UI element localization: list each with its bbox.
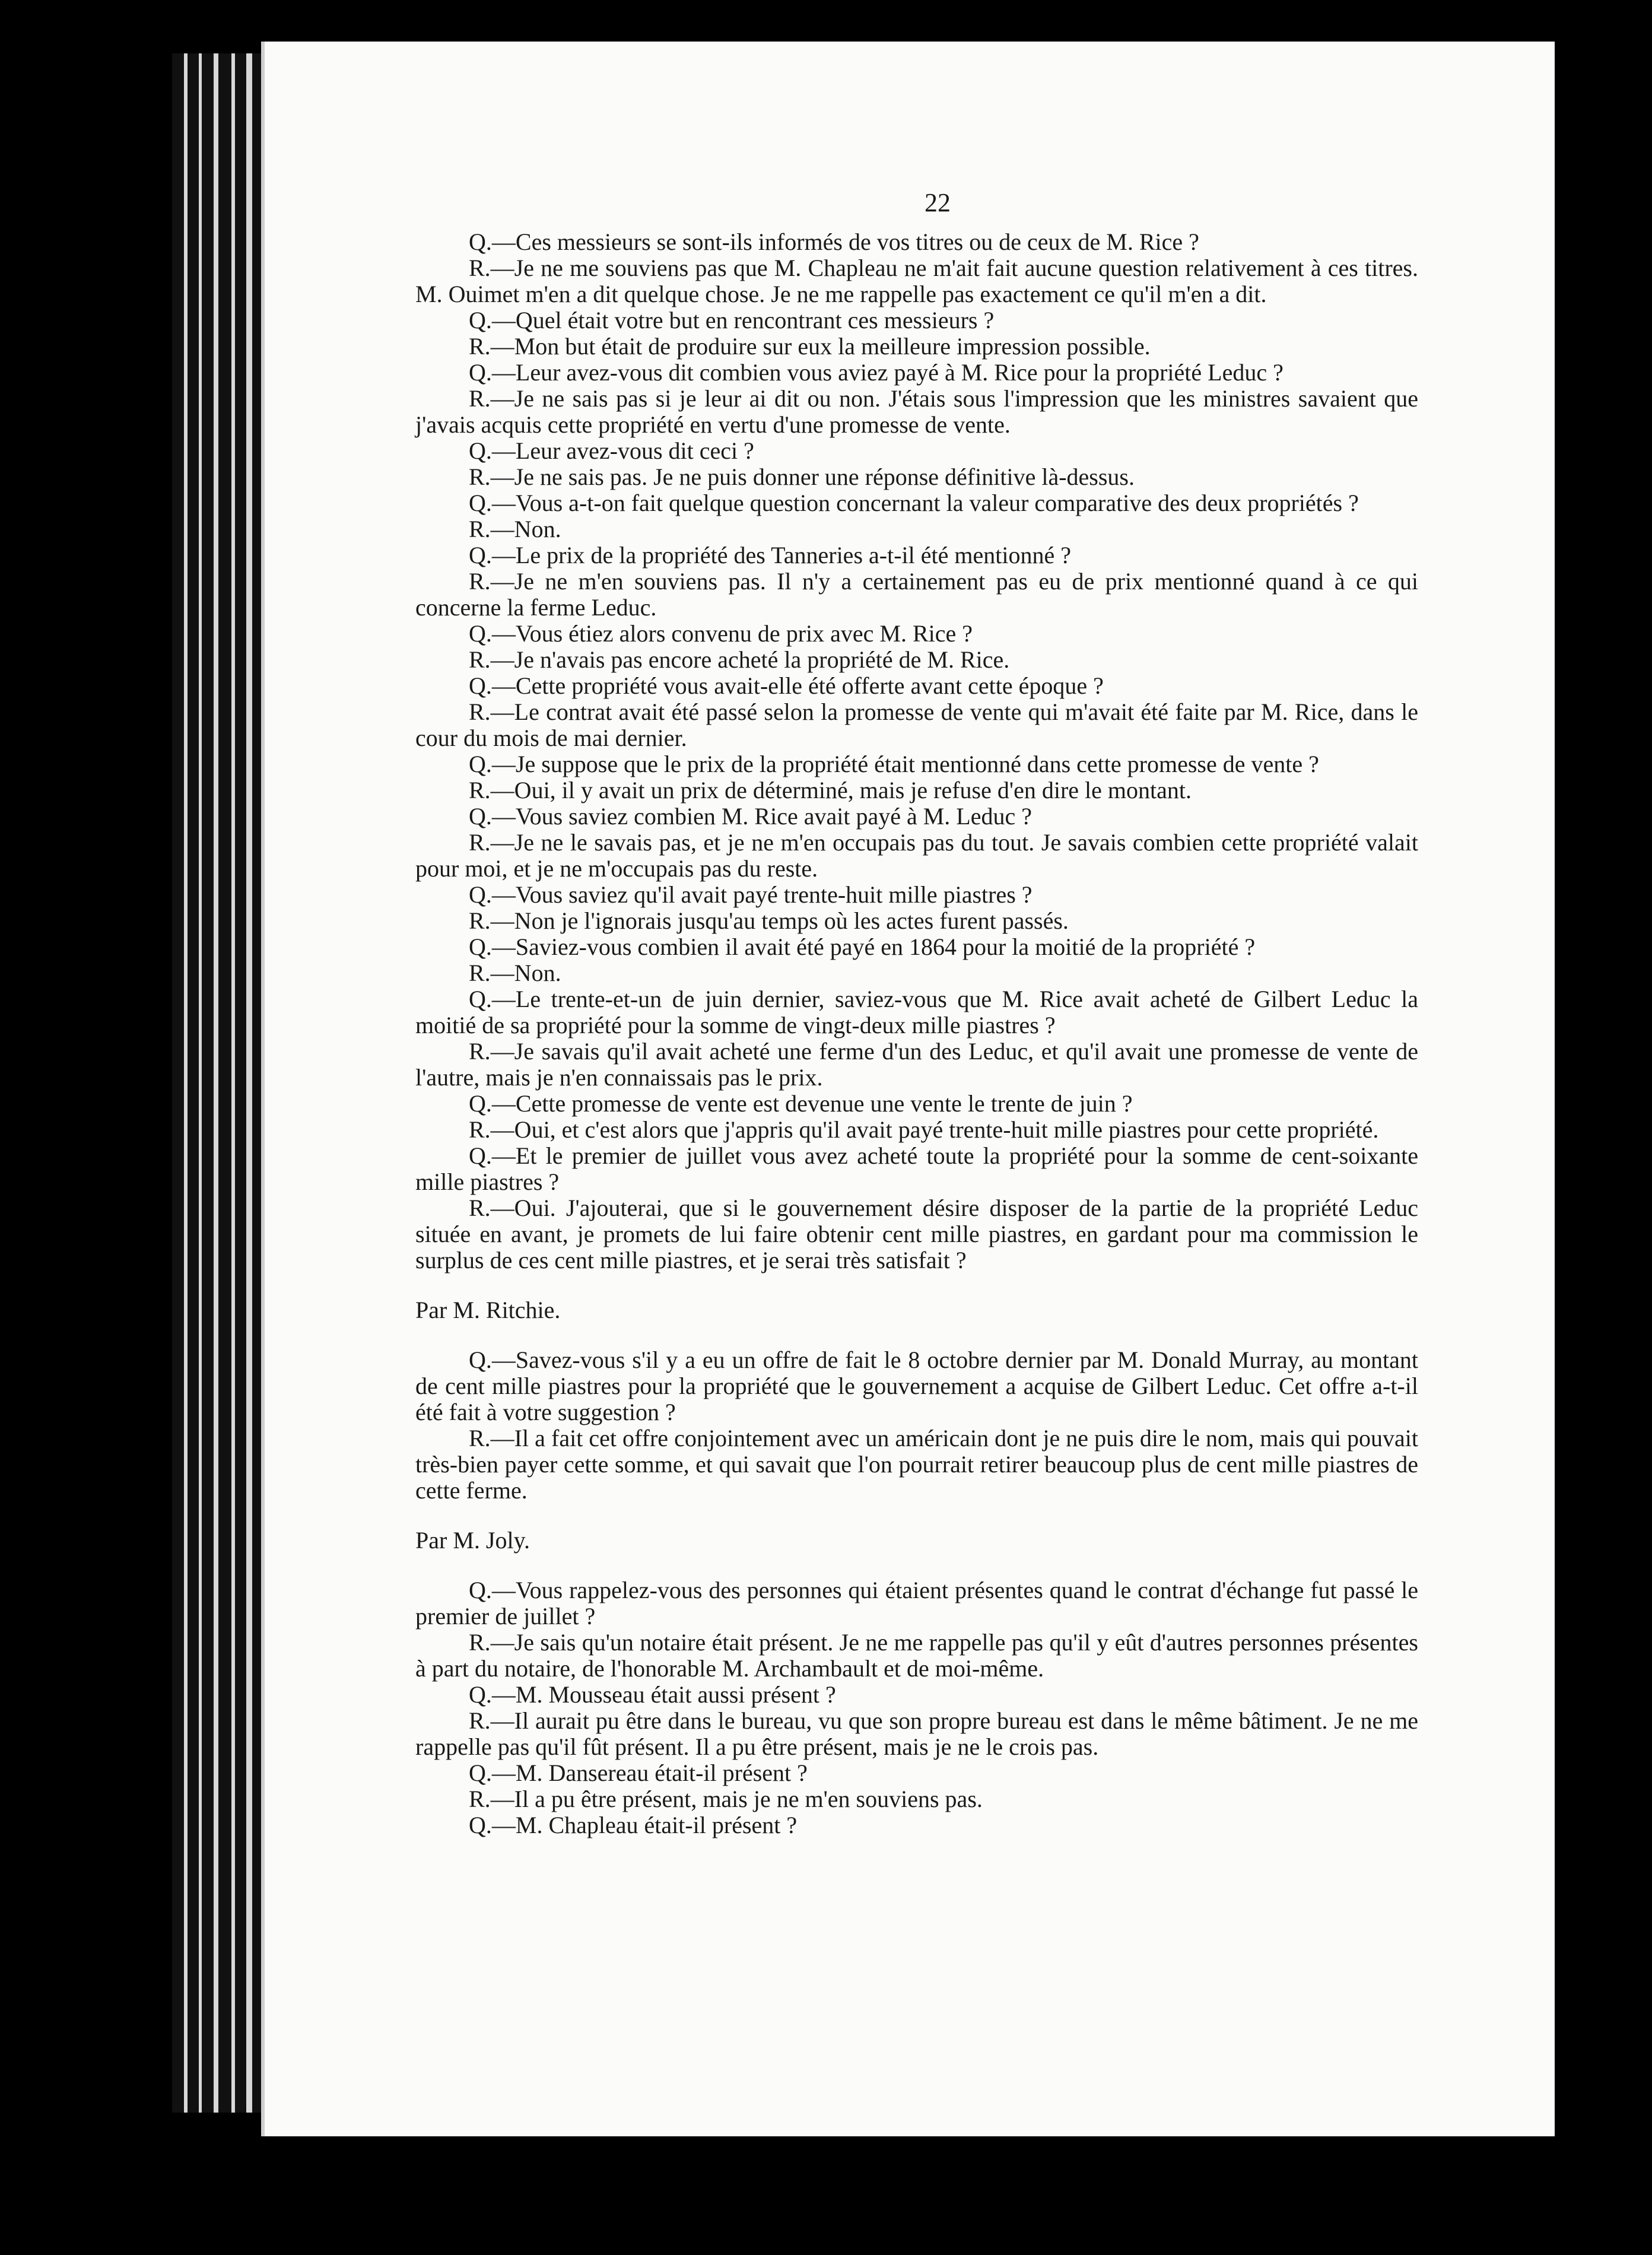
question-paragraph: Q.—Savez-vous s'il y a eu un offre de fait le 8 octobre dernier par M. Donald Murray, au montant de cent mille piastres pour la propriété que le gouvernement a acquise de Gilbert Leduc. Cet offre a-t-il été fait à votre suggestion ? bbox=[415, 1346, 1418, 1425]
answer-paragraph: R.—Je ne m'en souviens pas. Il n'y a certainement pas eu de prix mentionné quand à ce qui concerne la ferme Leduc. bbox=[415, 568, 1418, 621]
page-text bbox=[415, 190, 1418, 1838]
question-paragraph: Q.—Vous a-t-on fait quelque question concernant la valeur comparative des deux propriétés ? bbox=[469, 490, 1359, 516]
question-paragraph: Q.—Je suppose que le prix de la propriété était mentionné dans cette promesse de vente ? bbox=[469, 751, 1319, 777]
paragraph-list bbox=[415, 229, 1418, 1838]
answer-paragraph: R.—Mon but était de produire sur eux la meilleure impression possible. bbox=[469, 333, 1151, 360]
answer-paragraph: R.—Oui, et c'est alors que j'appris qu'il avait payé trente-huit mille piastres pour cette propriété. bbox=[469, 1116, 1379, 1143]
question-paragraph: Q.—Et le premier de juillet vous avez acheté toute la propriété pour la somme de cent-soixante mille piastres ? bbox=[415, 1142, 1418, 1195]
answer-paragraph: R.—Non. bbox=[469, 960, 561, 986]
question-paragraph: Q.—Saviez-vous combien il avait été payé en 1864 pour la moitié de la propriété ? bbox=[469, 933, 1256, 960]
answer-paragraph: R.—Il a pu être présent, mais je ne m'en souviens pas. bbox=[469, 1786, 983, 1812]
book-page bbox=[261, 42, 1555, 2136]
question-paragraph: Q.—Le prix de la propriété des Tanneries a-t-il été mentionné ? bbox=[469, 542, 1071, 568]
question-paragraph: Q.—Ces messieurs se sont-ils informés de vos titres ou de ceux de M. Rice ? bbox=[469, 228, 1199, 255]
answer-paragraph: R.—Je ne sais pas si je leur ai dit ou non. J'étais sous l'impression que les ministres savaient que j'avais acquis cette propriété en vertu d'une promesse de vente. bbox=[415, 385, 1418, 438]
answer-paragraph: R.—Je ne me souviens pas que M. Chapleau ne m'ait fait aucune question relativement à ces titres. M. Ouimet m'en a dit quelque chose. Je ne me rappelle pas exactement ce qu'il m'en a dit. bbox=[415, 255, 1418, 307]
answer-paragraph: R.—Oui, il y avait un prix de déterminé, mais je refuse d'en dire le montant. bbox=[469, 777, 1192, 803]
question-paragraph: Q.—Vous saviez combien M. Rice avait payé à M. Leduc ? bbox=[469, 803, 1032, 830]
speaker-heading: Par M. Ritchie. bbox=[415, 1297, 561, 1323]
question-paragraph: Q.—Quel était votre but en rencontrant ces messieurs ? bbox=[469, 307, 995, 334]
answer-paragraph: R.—Il aurait pu être dans le bureau, vu que son propre bureau est dans le même bâtiment. Je ne me rappelle pas qu'il fût présent. Il a pu être présent, mais je ne le crois pas. bbox=[415, 1707, 1418, 1760]
question-paragraph: Q.—Vous étiez alors convenu de prix avec M. Rice ? bbox=[469, 620, 973, 647]
answer-paragraph: R.—Oui. J'ajouterai, que si le gouvernement désire disposer de la partie de la propriété Leduc située en avant, je promets de lui faire obtenir cent mille piastres, en gardant pour ma commission le surplus de ces cent mille piastres, et je serai très satisfait ? bbox=[415, 1195, 1418, 1273]
answer-paragraph: R.—Non je l'ignorais jusqu'au temps où les actes furent passés. bbox=[469, 907, 1069, 934]
answer-paragraph: R.—Je sais qu'un notaire était présent. Je ne me rappelle pas qu'il y eût d'autres personnes présentes à part du notaire, de l'honorable M. Archambault et de moi-même. bbox=[415, 1629, 1418, 1682]
question-paragraph: Q.—Vous saviez qu'il avait payé trente-huit mille piastres ? bbox=[469, 881, 1032, 908]
question-paragraph: Q.—Leur avez-vous dit combien vous aviez payé à M. Rice pour la propriété Leduc ? bbox=[469, 359, 1284, 386]
question-paragraph: Q.—M. Mousseau était aussi présent ? bbox=[469, 1681, 836, 1708]
answer-paragraph: R.—Je savais qu'il avait acheté une ferme d'un des Leduc, et qu'il avait une promesse de vente de l'autre, mais je n'en connaissais pas le prix. bbox=[415, 1038, 1418, 1091]
question-paragraph: Q.—Leur avez-vous dit ceci ? bbox=[469, 437, 754, 464]
answer-paragraph: R.—Je n'avais pas encore acheté la propriété de M. Rice. bbox=[469, 646, 1010, 673]
question-paragraph: Q.—Vous rappelez-vous des personnes qui étaient présentes quand le contrat d'échange fut passé le premier de juillet ? bbox=[415, 1577, 1418, 1630]
question-paragraph: Q.—M. Chapleau était-il présent ? bbox=[469, 1812, 798, 1838]
speaker-heading: Par M. Joly. bbox=[415, 1527, 530, 1554]
question-paragraph: Q.—M. Dansereau était-il présent ? bbox=[469, 1759, 808, 1786]
question-paragraph: Q.—Cette promesse de vente est devenue une vente le trente de juin ? bbox=[469, 1090, 1133, 1117]
question-paragraph: Q.—Le trente-et-un de juin dernier, saviez-vous que M. Rice avait acheté de Gilbert Leduc la moitié de sa propriété pour la somme de vingt-deux mille piastres ? bbox=[415, 986, 1418, 1038]
page-number: 22 bbox=[925, 188, 951, 217]
answer-paragraph: R.—Je ne sais pas. Je ne puis donner une réponse définitive là-dessus. bbox=[469, 463, 1135, 490]
answer-paragraph: R.—Non. bbox=[469, 516, 561, 542]
answer-paragraph: R.—Le contrat avait été passé selon la promesse de vente qui m'avait été faite par M. Rice, dans le cour du mois de mai dernier. bbox=[415, 698, 1418, 751]
question-paragraph: Q.—Cette propriété vous avait-elle été offerte avant cette époque ? bbox=[469, 672, 1104, 699]
answer-paragraph: R.—Je ne le savais pas, et je ne m'en occupais pas du tout. Je savais combien cette propriété valait pour moi, et je ne m'occupais pas du reste. bbox=[415, 829, 1418, 882]
answer-paragraph: R.—Il a fait cet offre conjointement avec un américain dont je ne puis dire le nom, mais qui pouvait très-bien payer cette somme, et qui savait que l'on pourrait retirer beaucoup plus de cent mille piastres de cette ferme. bbox=[415, 1425, 1418, 1504]
